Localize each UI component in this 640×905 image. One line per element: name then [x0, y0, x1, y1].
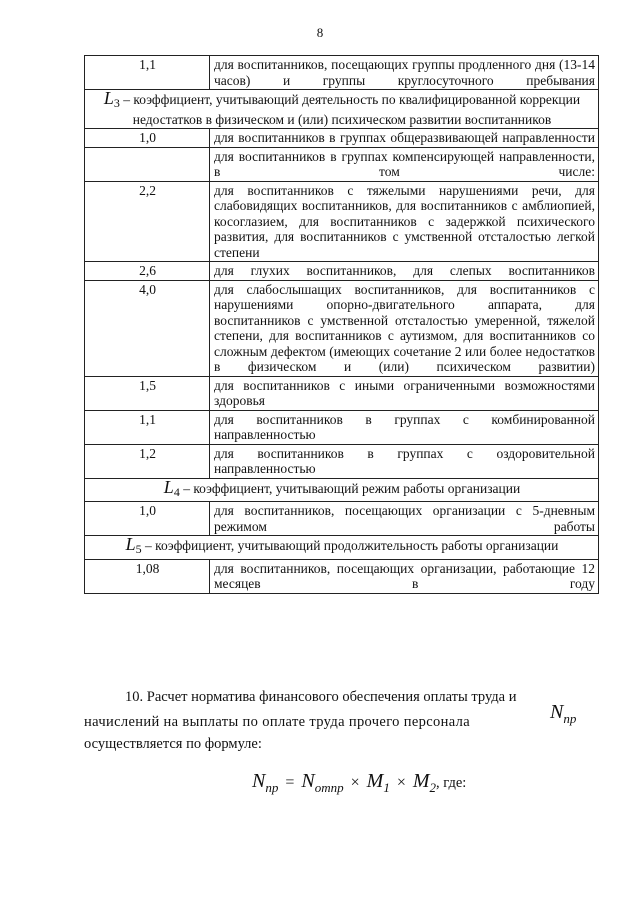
- coefficient-heading-text: – коэффициент, учитывающий деятельность по квалифицированной коррекции недостатков в физическом и (или) психическом развитии воспитанников: [119, 92, 581, 127]
- coefficient-value: 2,2: [85, 181, 210, 262]
- paragraph-line-2-text: начислений на выплаты по оплате труда прочего персонала: [84, 714, 470, 730]
- table-row: [85, 410, 599, 444]
- table-row: [85, 56, 599, 90]
- coefficient-value: [85, 147, 210, 181]
- formula: [252, 770, 466, 796]
- coefficient-value: 1,0: [85, 129, 210, 148]
- coefficient-value: 2,6: [85, 262, 210, 281]
- table-row: [85, 444, 599, 478]
- formula-times-1: ×: [350, 774, 360, 791]
- coefficient-letter: L: [163, 476, 174, 497]
- formula-term-3: M: [412, 770, 430, 792]
- npr-symbol: [550, 703, 576, 728]
- coefficient-description: для слабослышащих воспитанников, для воспитанников с нарушениями опорно-двигательного аппарата, для воспитанников с умственной отсталостью умеренной, тяжелой степени, для воспитанников с аутизмом, для воспитанников со сложным дефектом (имеющих сочетание 2 или более недостатков в физическом и (или) психическом развитии): [210, 280, 599, 376]
- coefficient-description: для воспитанников, посещающих организации с 5-дневным режимом работы: [210, 502, 599, 536]
- table-section-header: [85, 478, 599, 502]
- formula-lhs: N: [252, 770, 266, 792]
- coefficient-value: 1,1: [85, 410, 210, 444]
- coefficient-description: для воспитанников с иными ограниченными возможностями здоровья: [210, 376, 599, 410]
- coefficient-heading-text: – коэффициент, учитывающий режим работы организации: [179, 480, 521, 496]
- paragraph-line-2: [84, 701, 599, 731]
- table-row: [85, 129, 599, 148]
- paragraph-line-3: осуществляется по формуле:: [84, 736, 262, 752]
- coefficient-symbol: [104, 88, 120, 108]
- coefficient-index: 5: [135, 542, 142, 556]
- table-row: [85, 502, 599, 536]
- npr-subscript: пр: [563, 711, 577, 726]
- formula-term-1-sub: отпр: [314, 780, 344, 795]
- table-section-header: [85, 90, 599, 129]
- formula-term-2-sub: 1: [383, 780, 390, 795]
- table-row: [85, 280, 599, 376]
- coefficient-value: 1,2: [85, 444, 210, 478]
- coefficient-description: для воспитанников, посещающих организации, работающие 12 месяцев в году: [210, 559, 599, 593]
- formula-term-3-sub: 2: [429, 780, 437, 795]
- table-row: [85, 559, 599, 593]
- coefficient-value: 1,0: [85, 502, 210, 536]
- npr-letter: N: [550, 701, 564, 723]
- coefficient-index: 3: [113, 96, 120, 110]
- formula-lhs-sub: пр: [265, 780, 279, 795]
- coefficient-symbol: [126, 534, 142, 554]
- coefficient-heading: [85, 478, 599, 502]
- formula-term-1: N: [301, 770, 315, 792]
- coefficient-letter: L: [103, 88, 114, 108]
- coefficient-value: 1,5: [85, 376, 210, 410]
- formula-term-2: M: [366, 770, 384, 792]
- coefficient-value: 4,0: [85, 280, 210, 376]
- formula-equals: =: [285, 774, 295, 791]
- coefficient-description: для воспитанников в группах общеразвивающей направленности: [210, 129, 599, 148]
- coefficient-description: для воспитанников в группах компенсирующей направленности, в том числе:: [210, 147, 599, 181]
- coefficient-letter: L: [125, 534, 136, 554]
- coefficient-heading: [85, 536, 599, 560]
- table-row: [85, 262, 599, 281]
- table-row: [85, 147, 599, 181]
- coefficient-table: [84, 55, 599, 594]
- coefficient-index: 4: [173, 484, 180, 499]
- coefficient-description: для воспитанников, посещающих группы продленного дня (13-14 часов) и группы круглосуточного пребывания: [210, 56, 599, 90]
- coefficient-description: для воспитанников в группах с комбинированной направленностью: [210, 410, 599, 444]
- coefficient-description: для воспитанников с тяжелыми нарушениями речи, для слабовидящих воспитанников, для воспитанников с амблиопией, косоглазием, для воспитанников с задержкой психического развития, для воспитанников с умственной отсталостью легкой степени: [210, 181, 599, 262]
- table-row: [85, 376, 599, 410]
- coefficient-value: 1,1: [85, 56, 210, 90]
- formula-times-2: ×: [396, 774, 406, 791]
- coefficient-symbol: [164, 477, 180, 497]
- coefficient-value: 1,08: [85, 559, 210, 593]
- formula-where: , где:: [436, 775, 467, 791]
- coefficient-description: для глухих воспитанников, для слепых воспитанников: [210, 262, 599, 281]
- table-row: [85, 181, 599, 262]
- coefficient-heading: [85, 90, 599, 129]
- page-number: 8: [316, 25, 324, 40]
- coefficient-heading-text: – коэффициент, учитывающий продолжительность работы организации: [141, 538, 559, 553]
- table-section-header: [85, 536, 599, 560]
- paragraph-line-1: 10. Расчет норматива финансового обеспечения оплаты труда и: [125, 689, 517, 705]
- coefficient-description: для воспитанников в группах с оздоровительной направленностью: [210, 444, 599, 478]
